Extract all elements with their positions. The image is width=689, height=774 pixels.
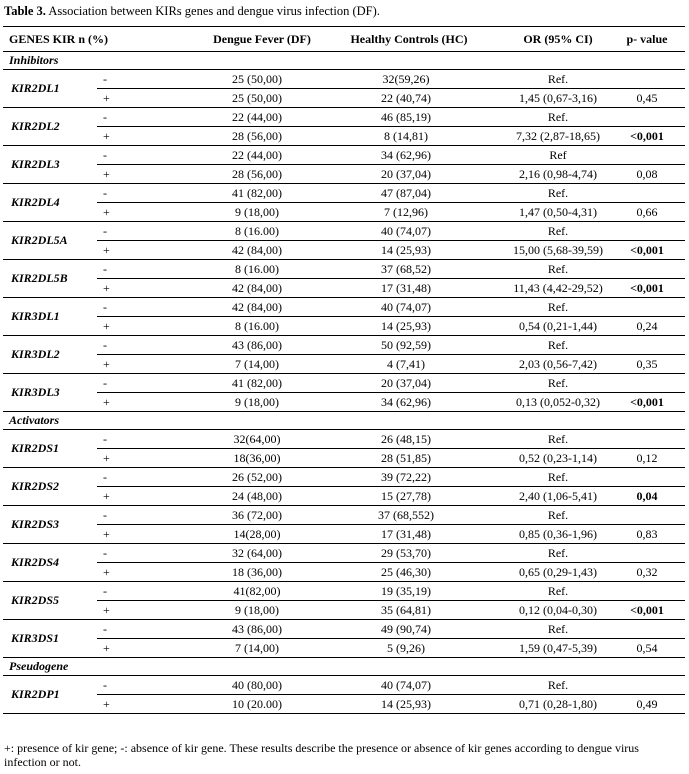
healthy-controls-cell: 34 (62,96) xyxy=(381,148,431,162)
gene-name: KIR2DL4 xyxy=(11,195,60,209)
dengue-fever-cell: 9 (18,00) xyxy=(235,603,279,617)
or-cell: 0,52 (0,23-1,14) xyxy=(519,451,597,465)
dengue-fever-cell: 41(82,00) xyxy=(233,584,281,598)
gene-name: KIR2DS5 xyxy=(11,593,60,607)
dengue-fever-cell: 22 (44,00) xyxy=(232,148,282,162)
dengue-fever-cell: 10 (20.00) xyxy=(232,697,282,711)
gene-name: KIR2DS2 xyxy=(11,479,60,493)
or-cell: Ref. xyxy=(547,470,569,484)
healthy-controls-cell: 19 (35,19) xyxy=(381,584,431,598)
header-or: OR (95% CI) xyxy=(523,32,593,46)
dengue-fever-cell: 28 (56,00) xyxy=(232,129,282,143)
healthy-controls-cell: 25 (46,30) xyxy=(381,565,431,579)
header-p-value: p- value xyxy=(626,32,668,46)
gene-group xyxy=(3,260,685,298)
sign-cell: + xyxy=(103,91,110,105)
kir-association-table xyxy=(3,26,685,714)
healthy-controls-cell: 22 (40,74) xyxy=(381,91,431,105)
or-cell: 1,47 (0,50-4,31) xyxy=(519,205,597,219)
sign-cell: - xyxy=(103,338,107,352)
dengue-fever-cell: 18(36,00) xyxy=(233,451,281,465)
or-cell: 0,85 (0,36-1,96) xyxy=(519,527,597,541)
section-title: Activators xyxy=(9,413,59,427)
healthy-controls-cell: 15 (27,78) xyxy=(381,489,431,503)
gene-name: KIR3DL1 xyxy=(11,309,60,323)
p-value-cell: <0,001 xyxy=(630,129,664,143)
or-cell: Ref. xyxy=(547,110,569,124)
or-cell: 1,45 (0,67-3,16) xyxy=(519,91,597,105)
p-value-cell: 0,49 xyxy=(636,697,658,711)
or-cell: Ref. xyxy=(547,72,569,86)
gene-group xyxy=(3,506,685,544)
gene-name: KIR3DS1 xyxy=(11,631,60,645)
gene-minus-row xyxy=(97,184,685,203)
gene-name: KIR2DL1 xyxy=(11,81,60,95)
section-title: Pseudogene xyxy=(9,659,69,673)
healthy-controls-cell: 37 (68,552) xyxy=(378,508,434,522)
sign-cell: + xyxy=(103,319,110,333)
sign-cell: + xyxy=(103,129,110,143)
gene-minus-row xyxy=(97,620,685,639)
p-value-cell: 0,45 xyxy=(636,91,658,105)
dengue-fever-cell: 36 (72,00) xyxy=(232,508,282,522)
or-cell: Ref. xyxy=(547,546,569,560)
or-cell: Ref. xyxy=(547,432,569,446)
gene-plus-row xyxy=(97,525,685,543)
healthy-controls-cell: 14 (25,93) xyxy=(381,697,431,711)
dengue-fever-cell: 7 (14,00) xyxy=(235,641,279,655)
gene-name: KIR2DL5B xyxy=(11,271,68,285)
sign-cell: - xyxy=(103,584,107,598)
dengue-fever-cell: 42 (84,00) xyxy=(232,300,282,314)
gene-name: KIR2DL5A xyxy=(11,233,68,247)
sign-cell: - xyxy=(103,262,107,276)
gene-group xyxy=(3,676,685,714)
sign-cell: + xyxy=(103,527,110,541)
healthy-controls-cell: 32(59,26) xyxy=(382,72,430,86)
healthy-controls-cell: 4 (7,41) xyxy=(387,357,425,371)
gene-plus-row xyxy=(97,487,685,505)
table-footnote: +: presence of kir gene; -: absence of kir gene. These results describe the presence or absence of kir genes according to dengue virus infection or not. xyxy=(4,741,639,769)
p-value-cell: 0,12 xyxy=(636,451,658,465)
p-value-cell: 0,35 xyxy=(636,357,658,371)
p-value-cell: 0,24 xyxy=(636,319,658,333)
p-value-cell: 0,08 xyxy=(636,167,658,181)
dengue-fever-cell: 8 (16.00) xyxy=(235,319,279,333)
sign-cell: + xyxy=(103,451,110,465)
sign-cell: + xyxy=(103,697,110,711)
sign-cell: - xyxy=(103,546,107,560)
gene-group xyxy=(3,70,685,108)
healthy-controls-cell: 46 (85,19) xyxy=(381,110,431,124)
or-cell: 2,40 (1,06-5,41) xyxy=(519,489,597,503)
p-value-cell: 0,04 xyxy=(636,489,658,503)
gene-minus-row xyxy=(97,676,685,695)
gene-name: KIR2DS1 xyxy=(11,441,60,455)
dengue-fever-cell: 26 (52,00) xyxy=(232,470,282,484)
dengue-fever-cell: 43 (86,00) xyxy=(232,338,282,352)
healthy-controls-cell: 39 (72,22) xyxy=(381,470,431,484)
p-value-cell: 0,83 xyxy=(636,527,658,541)
or-cell: 7,32 (2,87-18,65) xyxy=(516,129,600,143)
gene-minus-row xyxy=(97,222,685,241)
or-cell: Ref. xyxy=(547,508,569,522)
gene-name: KIR2DL3 xyxy=(11,157,60,171)
sign-cell: - xyxy=(103,432,107,446)
gene-minus-row xyxy=(97,108,685,127)
dengue-fever-cell: 22 (44,00) xyxy=(232,110,282,124)
sign-cell: + xyxy=(103,489,110,503)
sign-cell: - xyxy=(103,186,107,200)
healthy-controls-cell: 34 (62,96) xyxy=(381,395,431,409)
gene-group xyxy=(3,298,685,336)
gene-name: KIR2DS4 xyxy=(11,555,60,569)
or-cell: Ref. xyxy=(547,300,569,314)
sign-cell: - xyxy=(103,470,107,484)
dengue-fever-cell: 25 (50,00) xyxy=(232,91,282,105)
dengue-fever-cell: 42 (84,00) xyxy=(232,281,282,295)
table-header-row xyxy=(3,26,685,52)
p-value-cell: <0,001 xyxy=(630,281,664,295)
gene-group xyxy=(3,582,685,620)
gene-group xyxy=(3,108,685,146)
or-cell: 0,71 (0,28-1,80) xyxy=(519,697,597,711)
healthy-controls-cell: 37 (68,52) xyxy=(381,262,431,276)
gene-plus-row xyxy=(97,355,685,373)
or-cell: Ref. xyxy=(547,584,569,598)
gene-plus-row xyxy=(97,203,685,221)
healthy-controls-cell: 40 (74,07) xyxy=(381,224,431,238)
healthy-controls-cell: 20 (37,04) xyxy=(381,376,431,390)
sign-cell: + xyxy=(103,167,110,181)
dengue-fever-cell: 28 (56,00) xyxy=(232,167,282,181)
caption-text: Association between KIRs genes and dengue virus infection (DF). xyxy=(45,4,380,18)
sign-cell: - xyxy=(103,300,107,314)
healthy-controls-cell: 8 (14,81) xyxy=(384,129,428,143)
dengue-fever-cell: 25 (50,00) xyxy=(232,72,282,86)
gene-plus-row xyxy=(97,127,685,145)
sign-cell: + xyxy=(103,357,110,371)
gene-group xyxy=(3,146,685,184)
sign-cell: - xyxy=(103,376,107,390)
gene-minus-row xyxy=(97,582,685,601)
or-cell: 2,16 (0,98-4,74) xyxy=(519,167,597,181)
dengue-fever-cell: 24 (48,00) xyxy=(232,489,282,503)
header-dengue-fever: Dengue Fever (DF) xyxy=(213,32,311,46)
or-cell: 0,54 (0,21-1,44) xyxy=(519,319,597,333)
or-cell: 1,59 (0,47-5,39) xyxy=(519,641,597,655)
sign-cell: - xyxy=(103,110,107,124)
gene-name: KIR2DP1 xyxy=(11,687,60,701)
healthy-controls-cell: 17 (31,48) xyxy=(381,527,431,541)
dengue-fever-cell: 32(64,00) xyxy=(233,432,281,446)
section-row xyxy=(3,412,685,430)
healthy-controls-cell: 40 (74,07) xyxy=(381,678,431,692)
gene-minus-row xyxy=(97,260,685,279)
or-cell: Ref. xyxy=(547,376,569,390)
healthy-controls-cell: 28 (51,85) xyxy=(381,451,431,465)
gene-minus-row xyxy=(97,70,685,89)
gene-minus-row xyxy=(97,146,685,165)
or-cell: Ref xyxy=(549,148,567,162)
gene-group xyxy=(3,544,685,582)
dengue-fever-cell: 41 (82,00) xyxy=(232,186,282,200)
healthy-controls-cell: 35 (64,81) xyxy=(381,603,431,617)
p-value-cell: <0,001 xyxy=(630,395,664,409)
gene-minus-row xyxy=(97,506,685,525)
or-cell: 11,43 (4,42-29,52) xyxy=(513,281,603,295)
gene-group xyxy=(3,468,685,506)
dengue-fever-cell: 14(28,00) xyxy=(233,527,281,541)
sign-cell: - xyxy=(103,678,107,692)
or-cell: 0,13 (0,052-0,32) xyxy=(516,395,600,409)
gene-plus-row xyxy=(97,639,685,657)
gene-minus-row xyxy=(97,336,685,355)
healthy-controls-cell: 5 (9,26) xyxy=(387,641,425,655)
gene-name: KIR2DL2 xyxy=(11,119,60,133)
healthy-controls-cell: 7 (12,96) xyxy=(384,205,428,219)
gene-plus-row xyxy=(97,601,685,619)
dengue-fever-cell: 40 (80,00) xyxy=(232,678,282,692)
gene-group xyxy=(3,222,685,260)
gene-group xyxy=(3,620,685,658)
caption-label: Table 3. xyxy=(4,4,46,18)
dengue-fever-cell: 42 (84,00) xyxy=(232,243,282,257)
or-cell: Ref. xyxy=(547,262,569,276)
table-caption xyxy=(4,4,380,19)
sign-cell: + xyxy=(103,395,110,409)
or-cell: Ref. xyxy=(547,224,569,238)
healthy-controls-cell: 14 (25,93) xyxy=(381,243,431,257)
healthy-controls-cell: 40 (74,07) xyxy=(381,300,431,314)
gene-group xyxy=(3,430,685,468)
dengue-fever-cell: 9 (18,00) xyxy=(235,395,279,409)
or-cell: Ref. xyxy=(547,186,569,200)
or-cell: Ref. xyxy=(547,678,569,692)
section-row xyxy=(3,52,685,70)
gene-plus-row xyxy=(97,563,685,581)
or-cell: Ref. xyxy=(547,338,569,352)
healthy-controls-cell: 29 (53,70) xyxy=(381,546,431,560)
gene-name: KIR2DS3 xyxy=(11,517,60,531)
healthy-controls-cell: 26 (48,15) xyxy=(381,432,431,446)
section-title: Inhibitors xyxy=(9,53,59,67)
gene-plus-row xyxy=(97,393,685,411)
header-healthy-controls: Healthy Controls (HC) xyxy=(350,32,468,46)
gene-plus-row xyxy=(97,241,685,259)
sign-cell: + xyxy=(103,281,110,295)
gene-group xyxy=(3,374,685,412)
dengue-fever-cell: 8 (16.00) xyxy=(235,262,279,276)
gene-group xyxy=(3,336,685,374)
or-cell: 0,65 (0,29-1,43) xyxy=(519,565,597,579)
dengue-fever-cell: 32 (64,00) xyxy=(232,546,282,560)
sign-cell: - xyxy=(103,622,107,636)
sign-cell: + xyxy=(103,205,110,219)
sign-cell: + xyxy=(103,243,110,257)
table-body xyxy=(3,52,685,714)
gene-minus-row xyxy=(97,544,685,563)
sign-cell: + xyxy=(103,565,110,579)
gene-minus-row xyxy=(97,430,685,449)
or-cell: 0,12 (0,04-0,30) xyxy=(519,603,597,617)
sign-cell: - xyxy=(103,72,107,86)
healthy-controls-cell: 47 (87,04) xyxy=(381,186,431,200)
gene-minus-row xyxy=(97,468,685,487)
gene-plus-row xyxy=(97,279,685,297)
or-cell: Ref. xyxy=(547,622,569,636)
gene-minus-row xyxy=(97,298,685,317)
p-value-cell: 0,32 xyxy=(636,565,658,579)
dengue-fever-cell: 9 (18,00) xyxy=(235,205,279,219)
p-value-cell: 0,54 xyxy=(636,641,658,655)
gene-plus-row xyxy=(97,449,685,467)
section-row xyxy=(3,658,685,676)
sign-cell: + xyxy=(103,603,110,617)
gene-plus-row xyxy=(97,89,685,107)
gene-plus-row xyxy=(97,317,685,335)
sign-cell: - xyxy=(103,508,107,522)
or-cell: 2,03 (0,56-7,42) xyxy=(519,357,597,371)
header-gene: GENES KIR n (%) xyxy=(9,32,109,46)
gene-name: KIR3DL2 xyxy=(11,347,60,361)
healthy-controls-cell: 20 (37,04) xyxy=(381,167,431,181)
healthy-controls-cell: 17 (31,48) xyxy=(381,281,431,295)
sign-cell: - xyxy=(103,148,107,162)
or-cell: 15,00 (5,68-39,59) xyxy=(513,243,603,257)
dengue-fever-cell: 8 (16.00) xyxy=(235,224,279,238)
p-value-cell: 0,66 xyxy=(636,205,658,219)
gene-plus-row xyxy=(97,165,685,183)
p-value-cell: <0,001 xyxy=(630,243,664,257)
dengue-fever-cell: 41 (82,00) xyxy=(232,376,282,390)
healthy-controls-cell: 50 (92,59) xyxy=(381,338,431,352)
dengue-fever-cell: 7 (14,00) xyxy=(235,357,279,371)
healthy-controls-cell: 14 (25,93) xyxy=(381,319,431,333)
gene-name: KIR3DL3 xyxy=(11,385,60,399)
gene-group xyxy=(3,184,685,222)
dengue-fever-cell: 43 (86,00) xyxy=(232,622,282,636)
gene-minus-row xyxy=(97,374,685,393)
healthy-controls-cell: 49 (90,74) xyxy=(381,622,431,636)
p-value-cell: <0,001 xyxy=(630,603,664,617)
sign-cell: - xyxy=(103,224,107,238)
dengue-fever-cell: 18 (36,00) xyxy=(232,565,282,579)
gene-plus-row xyxy=(97,695,685,713)
sign-cell: + xyxy=(103,641,110,655)
